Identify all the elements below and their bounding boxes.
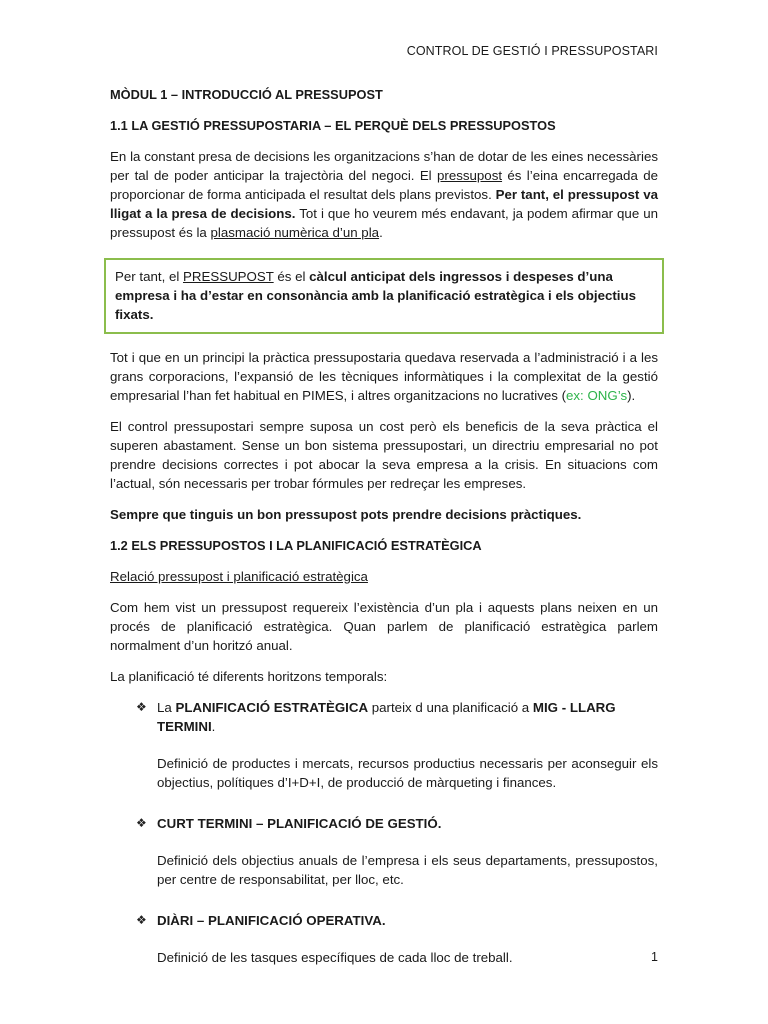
module-title: MÒDUL 1 – INTRODUCCIÓ AL PRESSUPOST: [110, 87, 383, 102]
text: Tot i que en un principi la pràctica pressupostaria quedava reservada a l’administració i a les grans corporacions, l’expansió de les tècniques informàtiques i la complexitat de la gestió empresarial l’han fet habitual en PIMES, i altres organitzacions no lucratives (: [110, 350, 658, 403]
page-content: [110, 85, 658, 989]
paragraph-strategic-planning: Com hem vist un pressupost requereix l’existència d’un pla i aquests plans neixen en un procés de planificació estratègica. Quan parlem de planificació estratègica parlem normalment d’un horitzó anual.: [110, 600, 658, 653]
paragraph-bold-statement: Sempre que tinguis un bon pressupost pots prendre decisions pràctiques.: [110, 507, 582, 522]
running-header: CONTROL DE GESTIÓ I PRESSUPOSTARI: [406, 44, 658, 58]
green-example: ex: ONG’s: [566, 388, 628, 403]
list-item-title: [157, 698, 658, 736]
list-item-title: CURT TERMINI – PLANIFICACIÓ DE GESTIÓ.: [157, 816, 442, 831]
list-item-description: Definició de productes i mercats, recursos productius necessaris per aconseguir els objectius, polítiques d’I+D+I, de producció de màrqueting i finances.: [157, 756, 658, 790]
bold-definition: càlcul anticipat dels ingressos i despeses d’una empresa i ha d’estar en consonància amb la planificació estratègica i els objectius fixats.: [115, 269, 636, 322]
bold-statement: Per tant, el pressupost va lligat a la presa de decisions.: [110, 187, 658, 221]
text: és el: [273, 269, 310, 284]
subheading-underlined: Relació pressupost i planificació estratègica: [110, 569, 368, 584]
planning-horizons-list: [110, 698, 658, 967]
paragraph-budget-control: El control pressupostari sempre suposa un cost però els beneficis de la seva pràctica el superen abastament. Sense un bon sistema pressupostari, un directriu empresarial no pot prendre decisions correctes i pot abocar la seva empresa a la crisis. En situacions com l’actual, són necessaris per trobar fórmules per redreçar les empreses.: [110, 419, 658, 491]
section-1-2-heading: 1.2 ELS PRESSUPOSTOS I LA PLANIFICACIÓ ESTRATÈGICA: [110, 538, 482, 553]
text: parteix d una planificació a: [368, 700, 533, 715]
underlined-definition: plasmació numèrica d’un pla: [210, 225, 380, 240]
text: Per tant, el: [115, 269, 183, 284]
list-item-description: Definició de les tasques específiques de cada lloc de treball.: [157, 950, 513, 965]
list-item: [110, 814, 658, 889]
text: és l’eina encarregada de proporcionar de forma anticipada el resultat dels plans previstos.: [110, 168, 658, 202]
page-number: 1: [651, 950, 658, 964]
list-item-description: Definició dels objectius anuals de l’empresa i els seus departaments, pressupostos, per centre de responsabilitat, per lloc, etc.: [157, 853, 658, 887]
underlined-term: pressupost: [437, 168, 503, 183]
bold-term: PLANIFICACIÓ ESTRATÈGICA: [175, 700, 369, 715]
paragraph-horizons-intro: La planificació té diferents horitzons temporals:: [110, 669, 388, 684]
list-item: [110, 911, 658, 967]
text: .: [211, 719, 216, 734]
text: Tot i que ho veurem més endavant, ja podem afirmar que un pressupost és la: [110, 206, 659, 240]
diamond-bullet-icon: ❖: [136, 913, 147, 927]
definition-callout-box: [104, 258, 664, 334]
list-item-title: DIÀRI – PLANIFICACIÓ OPERATIVA.: [157, 913, 386, 928]
paragraph-budget-practice: [110, 348, 658, 405]
text: .: [379, 225, 383, 240]
text: La: [157, 700, 176, 715]
list-item: [110, 698, 658, 792]
callout-text: [115, 267, 652, 324]
underlined-term: PRESSUPOST: [183, 269, 274, 284]
diamond-bullet-icon: ❖: [136, 700, 147, 714]
section-1-1-heading: 1.1 LA GESTIÓ PRESSUPOSTARIA – EL PERQUÈ DELS PRESSUPOSTOS: [110, 118, 556, 133]
bold-term: MIG - LLARG TERMINI: [157, 700, 616, 734]
text: En la constant presa de decisions les organitzacions s’han de dotar de les eines necessàries per tal de poder anticipar la trajectòria del negoci. El: [110, 149, 658, 183]
text: ).: [627, 388, 636, 403]
paragraph-intro: [110, 147, 658, 242]
diamond-bullet-icon: ❖: [136, 816, 147, 830]
